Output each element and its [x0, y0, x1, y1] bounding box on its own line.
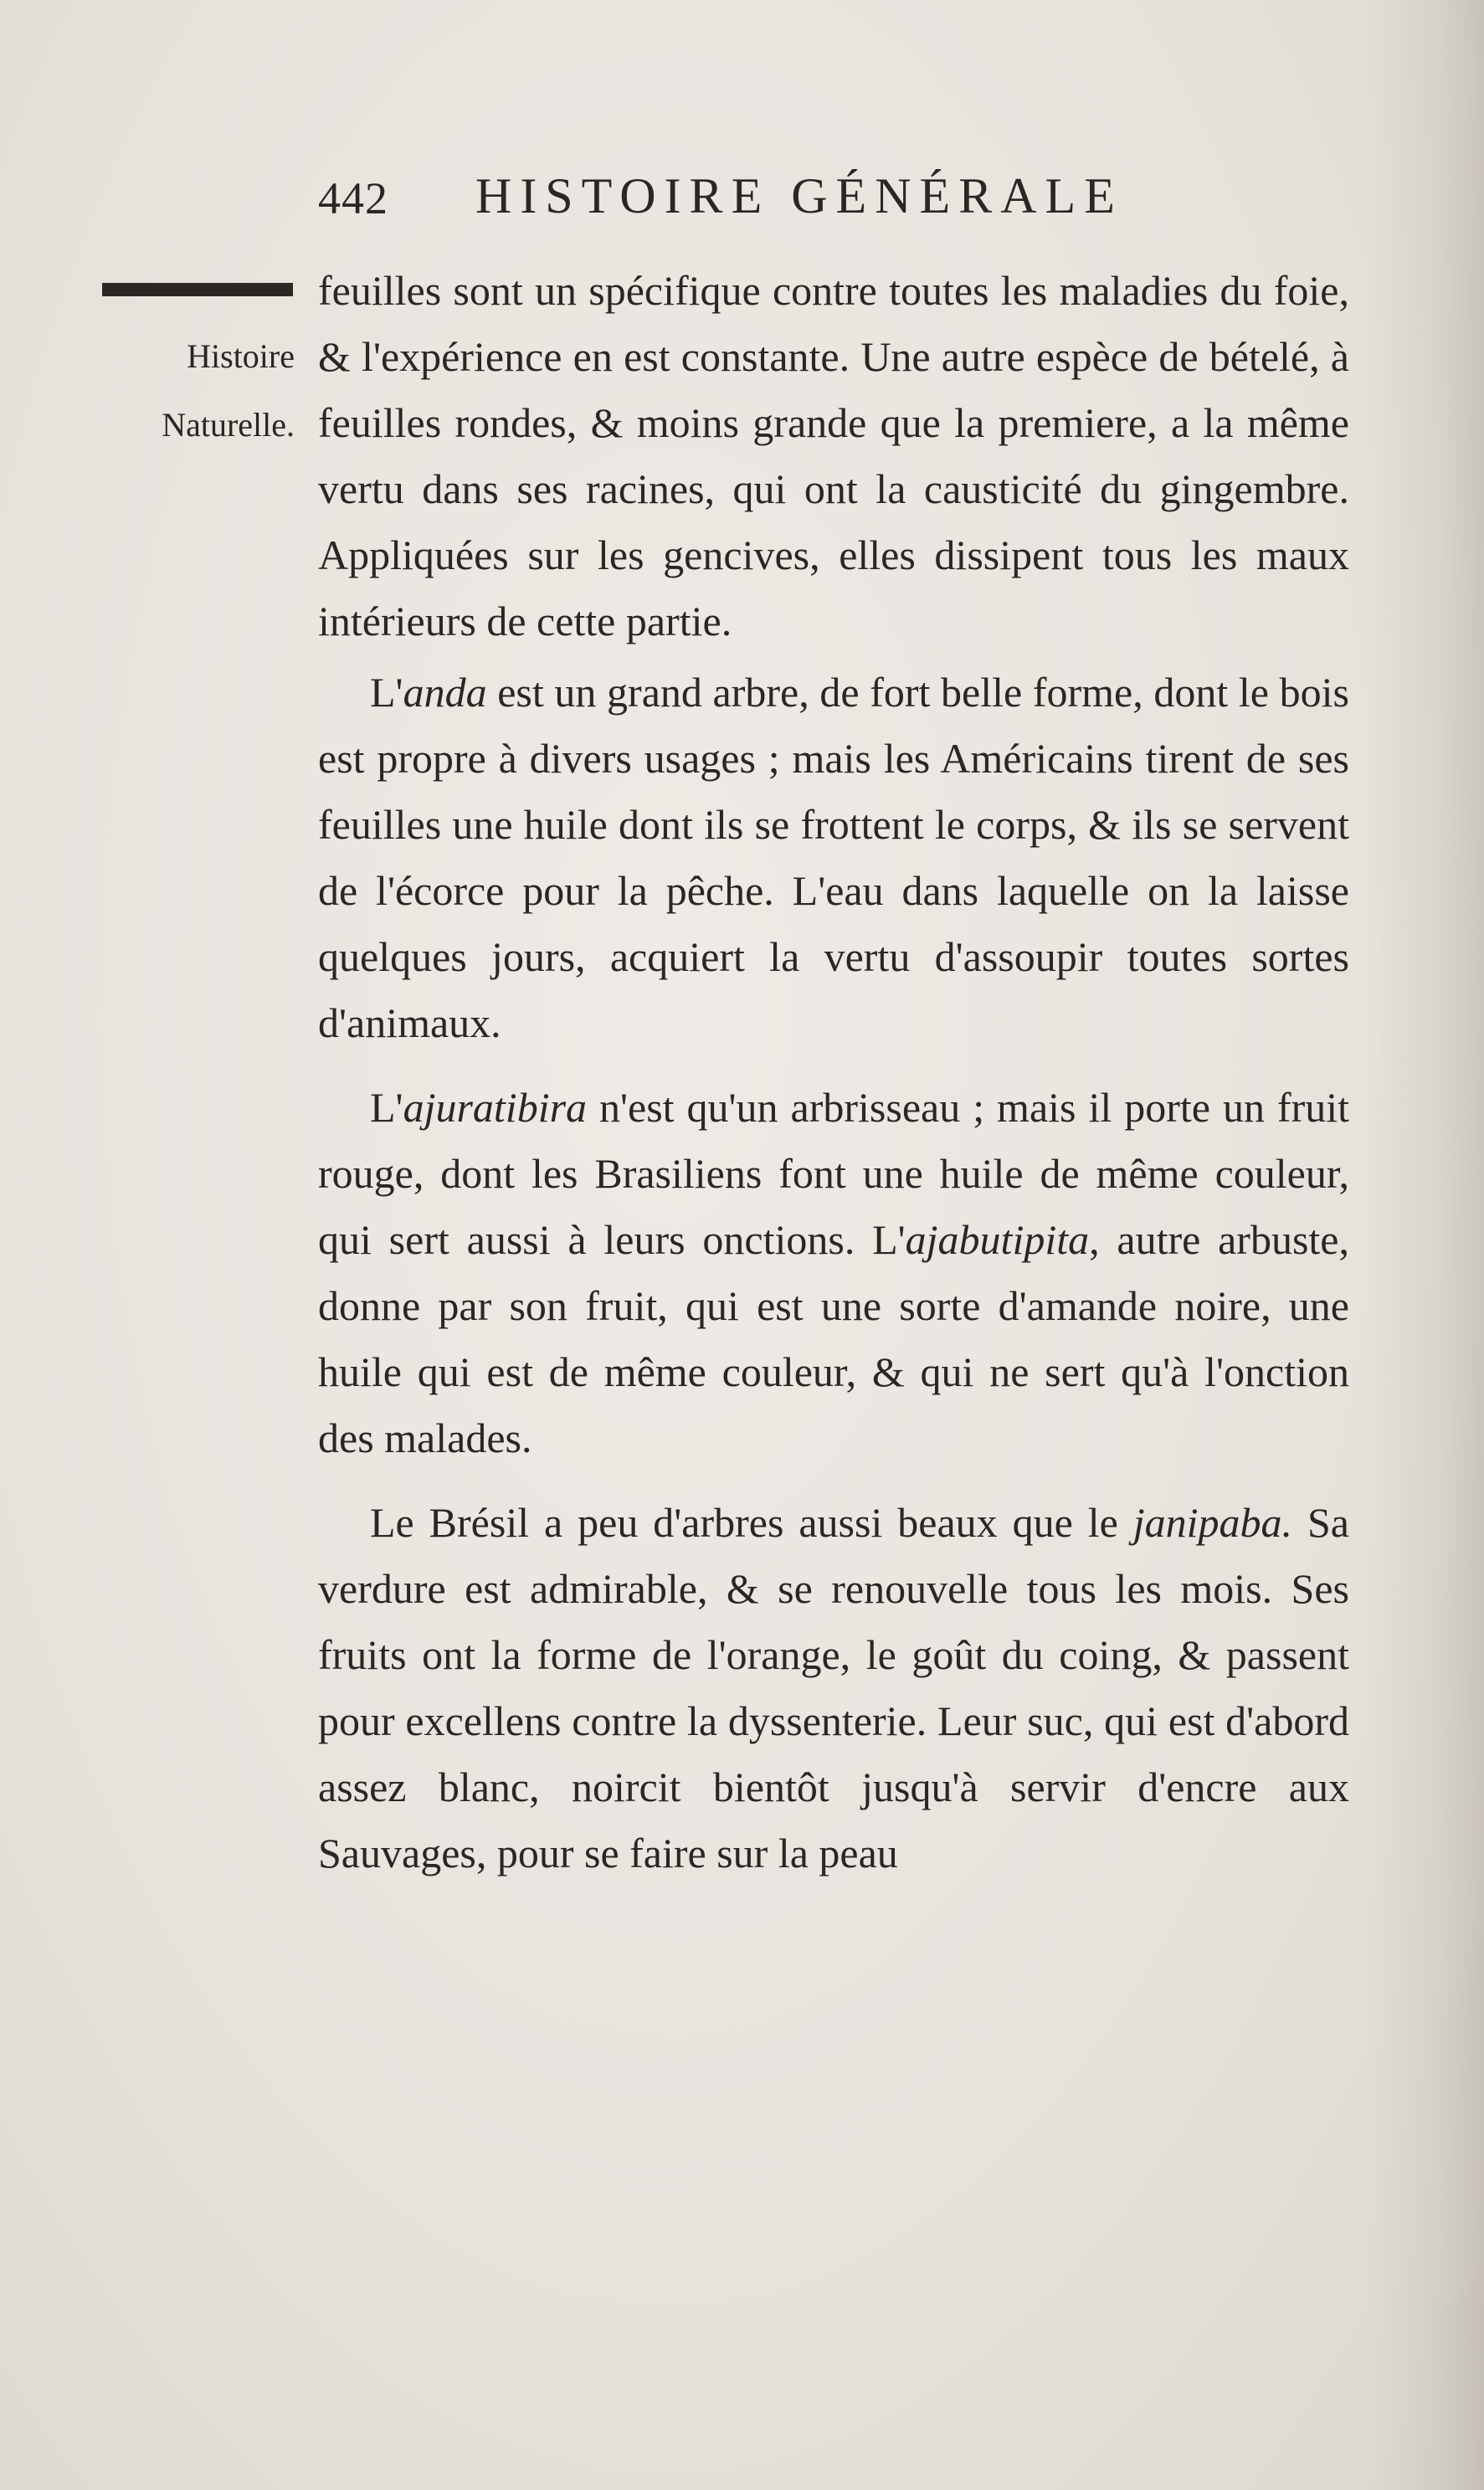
plant-name-ajuratibira: ajuratibira: [403, 1084, 588, 1131]
paragraph-3-prefix: L': [370, 1084, 403, 1131]
paragraph-4-text: Sa verdure est admirable, & se renouvelle tous les mois. Ses fruits ont la forme de l'orange, le goût du coing, & passent pour excellens contre la dyssenterie. Leur suc, qui est d'abord assez blanc, noircit bientôt jusqu'à servir d'encre aux Sauvages, pour se faire sur la peau: [318, 1499, 1349, 1876]
paragraph-3: [318, 1075, 1349, 1471]
paragraph-1-text: feuilles sont un spécifique contre toutes les maladies du foie, & l'expérience en est constante. Une autre espèce de bételé, à feuilles rondes, & moins grande que la premiere, a la même vertu dans ses racines, qui ont la causticité du gingembre. Appliquées sur les gencives, elles dissipent tous les maux intérieurs de cette partie.: [318, 267, 1349, 644]
body-text: [318, 258, 1349, 1887]
margin-note-line-1: Histoire: [187, 337, 295, 375]
margin-note-line-2: Naturelle.: [162, 406, 295, 444]
paragraph-2: [318, 660, 1349, 1056]
page-number: 442: [318, 173, 388, 223]
paragraph-1: [318, 258, 1349, 655]
margin-rule: [102, 283, 293, 296]
paragraph-3-text-a: n'est qu'un arbrisseau ; mais il porte un fruit rouge, dont les Brasiliens font une huile de même couleur, qui sert aussi à leurs onctions. L': [318, 1084, 1349, 1263]
paragraph-2-prefix: L': [370, 669, 403, 716]
page-edge-shadow: [1367, 0, 1484, 2490]
paragraph-3-text-b: , autre arbuste, donne par son fruit, qui est une sorte d'amande noire, une huile qui est de même couleur, & qui ne sert qu'à l'onction des malades.: [318, 1216, 1350, 1461]
plant-name-janipaba: janipaba.: [1132, 1499, 1293, 1546]
page-header: [318, 167, 1348, 234]
plant-name-anda: anda: [403, 669, 487, 716]
plant-name-ajabutipita: ajabutipita: [905, 1216, 1090, 1263]
paragraph-4-prefix: Le Brésil a peu d'arbres aussi beaux que le: [370, 1499, 1133, 1546]
paragraph-2-text: est un grand arbre, de fort belle forme, dont le bois est propre à divers usages ; mais les Américains tirent de ses feuilles une huile dont ils se frottent le corps, & ils se servent de l'écorce pour la pêche. L'eau dans laquelle on la laisse quelques jours, acquiert la vertu d'assoupir toutes sortes d'animaux.: [318, 669, 1349, 1046]
running-title: HISTOIRE GÉNÉRALE: [475, 168, 1123, 223]
paragraph-4: [318, 1490, 1349, 1887]
margin-note: [94, 322, 295, 459]
